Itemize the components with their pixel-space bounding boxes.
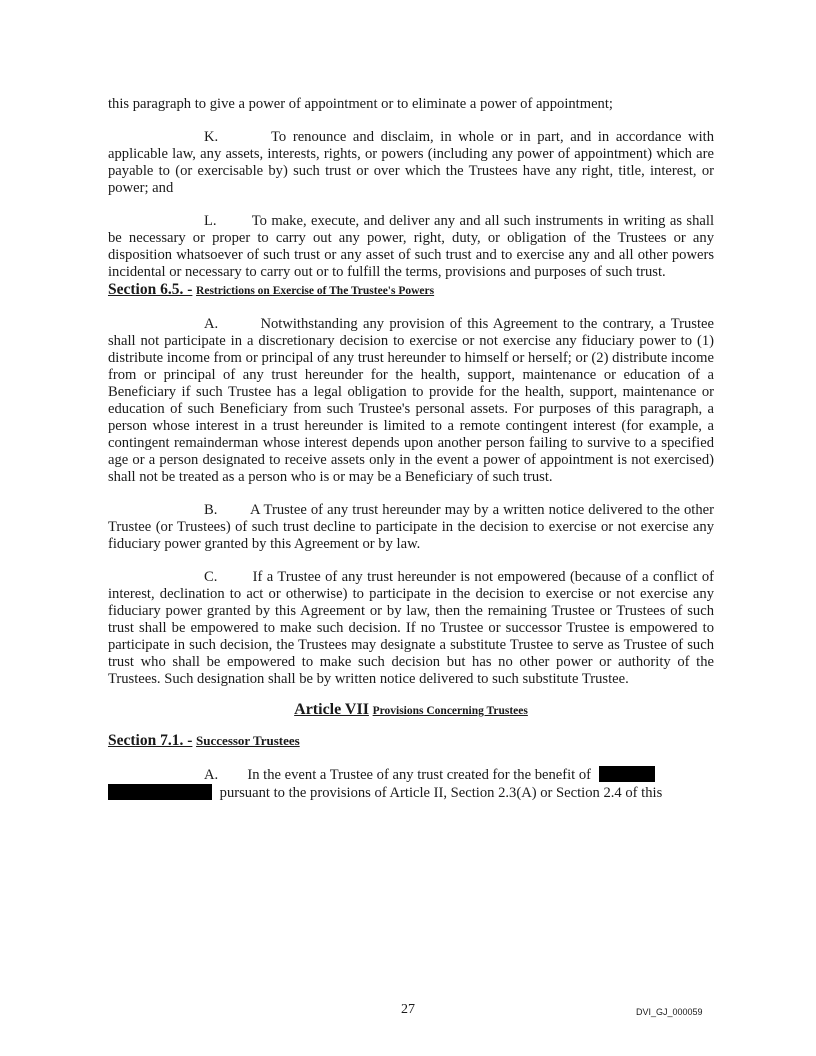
paragraph-c: C. If a Trustee of any trust hereunder is not empowered (because of a conflict of interest, declination to act or otherwise) to participate in the decision to exercise or not exercise any fiduciary power granted by this Agreement or by law, then the remaining Trustee or Trustees of such trust shall be empowered to make such decision. If no Trustee or successor Trustee is empowered to participate in such decision, the Trustees may designate a substitute Trustee to serve as Trustee of such trust who shall be empowered to make such decision but has no other power or authority of the Trustees. Such designation shall be by written notice delivered to such substitute Trustee.: [108, 569, 714, 687]
section-6-5-title: Restrictions on Exercise of The Trustee's Powers: [196, 285, 435, 297]
paragraph-b: B. A Trustee of any trust hereunder may by a written notice delivered to the other Trustee (or Trustees) of such trust decline to participate in the decision to exercise or not exercise any fiduciary power granted by this Agreement or by law.: [108, 502, 714, 552]
paragraph-l: L. To make, execute, and deliver any and all such instruments in writing as shall be necessary or proper to carry out any power, right, duty, or obligation of the Trustees or any disposition whatsoever of such trust or any asset of such trust and to exercise any and all other powers incidental or necessary to carry out or to fulfill the terms, provisions and purposes of such trust.: [108, 213, 714, 280]
paragraph-a-successor: [108, 766, 714, 802]
article-title: Provisions Concerning Trustees: [372, 705, 528, 717]
page-number: 27: [401, 1002, 415, 1017]
paragraph-a-successor-end: pursuant to the provisions of Article II, Section 2.3(A) or Section 2.4 of this: [219, 785, 663, 801]
paragraph-a: A. Notwithstanding any provision of this Agreement to the contrary, a Trustee shall not participate in a discretionary decision to exercise or not exercise any fiduciary power to (1) distribute income from or principal of any trust hereunder to himself or herself; or (2) distribute income from or principal of any trust hereunder for the health, support, maintenance or education of a Beneficiary if such Trustee has a legal obligation to provide for the health, support, maintenance or education of such Beneficiary from such Trustee's personal assets. For purposes of this paragraph, a person whose interest in a trust hereunder is limited to a remote contingent interest (for example, a contingent remainderman whose interest depends upon another person failing to survive to a specified age or a person designated to receive assets only in the event a power of appointment is not exercised) shall not be treated as a person who is or may be a Beneficiary of such trust.: [108, 316, 714, 485]
section-6-5-number: Section 6.5. -: [108, 281, 193, 298]
paragraph-a-successor-start: A. In the event a Trustee of any trust created for the benefit of: [204, 767, 592, 783]
bates-number: DVI_GJ_000059: [636, 1007, 703, 1017]
article-vii-heading: [108, 701, 714, 720]
paragraph-k: K. To renounce and disclaim, in whole or in part, and in accordance with applicable law, any assets, interests, rights, or powers (including any power of appointment) which are payable to (or exercisable by) such trust or over which the Trustees have any right, title, interest, or power; and: [108, 129, 714, 196]
section-7-1-heading: [108, 732, 714, 750]
paragraph-continuation: this paragraph to give a power of appointment or to eliminate a power of appointment;: [108, 96, 613, 112]
redaction-block: [108, 784, 212, 800]
section-7-1-number: Section 7.1. -: [108, 732, 193, 749]
redaction-block: [599, 766, 655, 782]
article-number: Article VII: [294, 701, 369, 718]
section-7-1-title: Successor Trustees: [196, 733, 300, 748]
section-6-5-heading: [108, 281, 714, 300]
document-body: [108, 96, 714, 802]
